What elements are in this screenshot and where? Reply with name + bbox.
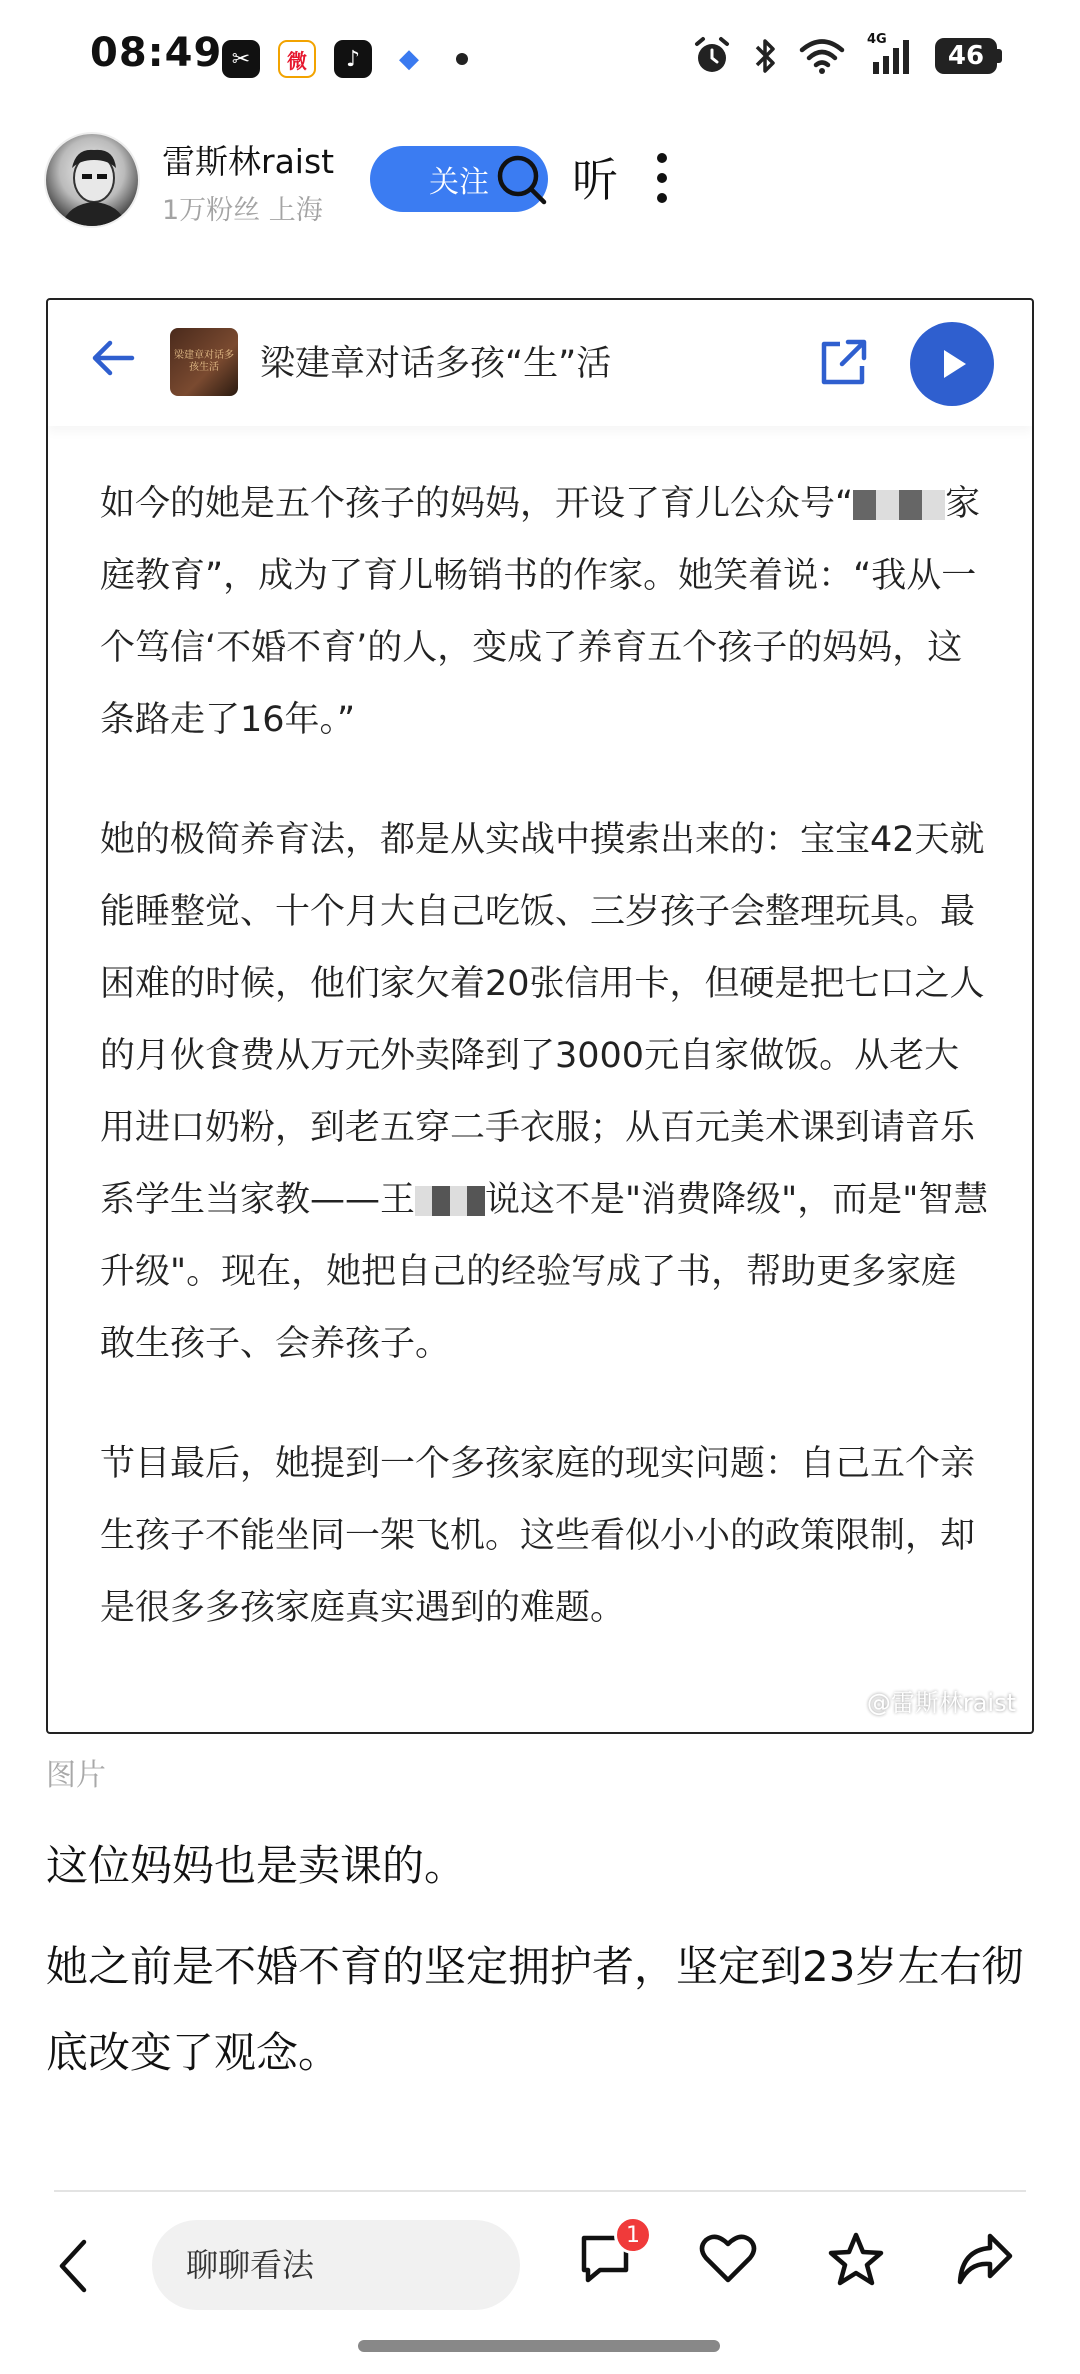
embedded-screenshot[interactable] (46, 298, 1034, 1734)
like-heart-icon[interactable] (698, 2230, 758, 2288)
cellular-signal (867, 32, 913, 76)
listen-button[interactable]: 听 (572, 153, 618, 207)
battery-level: 46 (935, 38, 997, 74)
body-paragraph-2: 她之前是不婚不育的坚定拥护者，坚定到23岁左右彻底改变了观念。 (46, 1942, 1024, 2077)
wifi-icon (799, 37, 845, 75)
notification-icons (222, 40, 468, 78)
favorite-star-icon[interactable] (826, 2230, 886, 2290)
weibo-icon: 微 (278, 40, 316, 78)
comment-count-badge: 1 (614, 2216, 652, 2254)
paragraph-2-part-b: 说这不是"消费降级"，而是"智慧升级"。现在，她把自己的经验写成了书，帮助更多家庭敢生孩子、会养孩子。 (100, 1180, 989, 1364)
bottom-action-bar (0, 2196, 1080, 2336)
avatar-portrait-icon (46, 134, 140, 228)
follow-button[interactable]: 关注 (370, 146, 548, 212)
capcut-icon: ✂ (222, 40, 260, 78)
back-icon[interactable] (54, 2236, 94, 2296)
home-indicator[interactable] (358, 2340, 720, 2352)
watermark: @雷斯林raist (866, 1689, 1016, 1717)
more-options-icon[interactable] (648, 148, 676, 208)
play-button (910, 322, 994, 406)
paragraph-1-part-a: 如今的她是五个孩子的妈妈，开设了育儿公众号“ (100, 484, 854, 524)
paragraph-2 (100, 804, 990, 1380)
alarm-icon (693, 36, 731, 76)
article-body (100, 468, 990, 1692)
clock: 08:49 (90, 30, 223, 76)
avatar[interactable] (44, 132, 140, 228)
body-paragraph-1: 这位妈妈也是卖课的。 (46, 1841, 467, 1890)
program-thumbnail: 梁建章对话多孩生活 (170, 328, 238, 396)
paragraph-2-part-a: 她的极简养育法，都是从实战中摸索出来的：宝宝42天就能睡整觉、十个月大自己吃饭、三岁孩子会整理玩具。最困难的时候，他们家欠着20张信用卡，但硬是把七口之人的月伙食费从万元外卖降到了3000元自家做饭。从老大用进口奶粉，到老五穿二手衣服；从百元美术课到请音乐系学生当家教——王 (100, 820, 985, 1220)
network-type-label: 4G (867, 32, 887, 47)
bluetooth-icon (753, 36, 777, 76)
image-caption: 图片 (46, 1758, 106, 1793)
author-name[interactable]: 雷斯林raist (162, 142, 335, 181)
paragraph-1 (100, 468, 990, 756)
mosaic-blur (853, 490, 945, 520)
paragraph-1-part-b: 家庭教育”，成为了育儿畅销书的作家。她笑着说：“我从一个笃信‘不婚不育’的人，变成了养育五个孩子的妈妈，这条路走了16年。” (100, 484, 981, 740)
share-external-icon (818, 336, 870, 388)
comment-input[interactable] (152, 2220, 520, 2310)
signal-icon (867, 36, 913, 76)
app-icon-blue: ◆ (390, 40, 428, 78)
system-icons (693, 32, 1002, 76)
paragraph-3: 节目最后，她提到一个多孩家庭的现实问题：自己五个亲生孩子不能坐同一架飞机。这些看似小小的政策限制，却是很多多孩家庭真实遇到的难题。 (100, 1444, 976, 1628)
program-header (48, 300, 1032, 426)
author-header (44, 130, 1044, 240)
battery-cap (997, 49, 1002, 63)
more-notifications-dot (456, 53, 468, 65)
battery-indicator (935, 38, 1002, 74)
back-arrow-icon (88, 336, 138, 380)
share-icon[interactable] (954, 2230, 1016, 2288)
program-title: 梁建章对话多孩“生”活 (260, 344, 612, 384)
divider (54, 2190, 1026, 2192)
tiktok-icon: ♪ (334, 40, 372, 78)
search-icon[interactable] (494, 152, 550, 208)
status-bar (0, 0, 1080, 120)
play-icon (932, 344, 972, 384)
mosaic-blur (415, 1186, 485, 1216)
author-meta: 1万粉丝 上海 (162, 195, 323, 226)
